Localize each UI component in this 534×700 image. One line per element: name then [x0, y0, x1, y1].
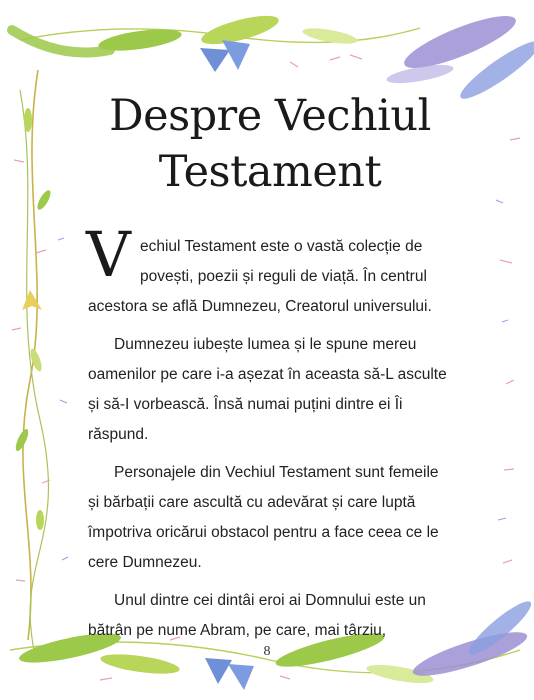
body-text [86, 218, 447, 654]
page-number: 8 [263, 644, 271, 659]
text-line: acestora se află Dumnezeu, Creatorul universului. [88, 298, 432, 315]
drop-cap: V [86, 218, 131, 291]
text-line: povești, poezii și reguli de viață. În centrul [140, 268, 427, 285]
text-line: echiul Testament este o vastă colecție de [140, 238, 423, 255]
paragraph-4 [88, 586, 444, 646]
text-line: bătrân pe nume Abram, pe care, mai târziu, [88, 622, 387, 639]
text-line: împotriva oricărui obstacol pentru a face ceea ce le [88, 524, 439, 541]
paragraph-1 [86, 218, 444, 322]
paragraph-3 [88, 458, 444, 578]
page-title [60, 88, 480, 200]
text-line: și bărbații care ascultă cu adevărat și care luptă [88, 494, 416, 511]
title-line-2: Testament [158, 147, 382, 197]
right-marks [496, 138, 520, 563]
text-line: și să-I vorbească. Însă numai puțini dintre ei Îi [88, 396, 403, 413]
text-line: Personajele din Vechiul Testament sunt femeile [114, 464, 439, 481]
title-line-1: Despre Vechiul [109, 91, 431, 141]
text-line: Dumnezeu iubește lumea și le spune mereu [114, 336, 417, 353]
text-line: cere Dumnezeu. [88, 554, 202, 571]
text-line: Unul dintre cei dintâi eroi ai Domnului este un [114, 592, 426, 609]
text-line: oamenilor pe care i-a așezat în aceasta să-L asculte [88, 366, 447, 383]
paragraph-2 [88, 330, 447, 450]
text-line: răspund. [88, 426, 149, 443]
